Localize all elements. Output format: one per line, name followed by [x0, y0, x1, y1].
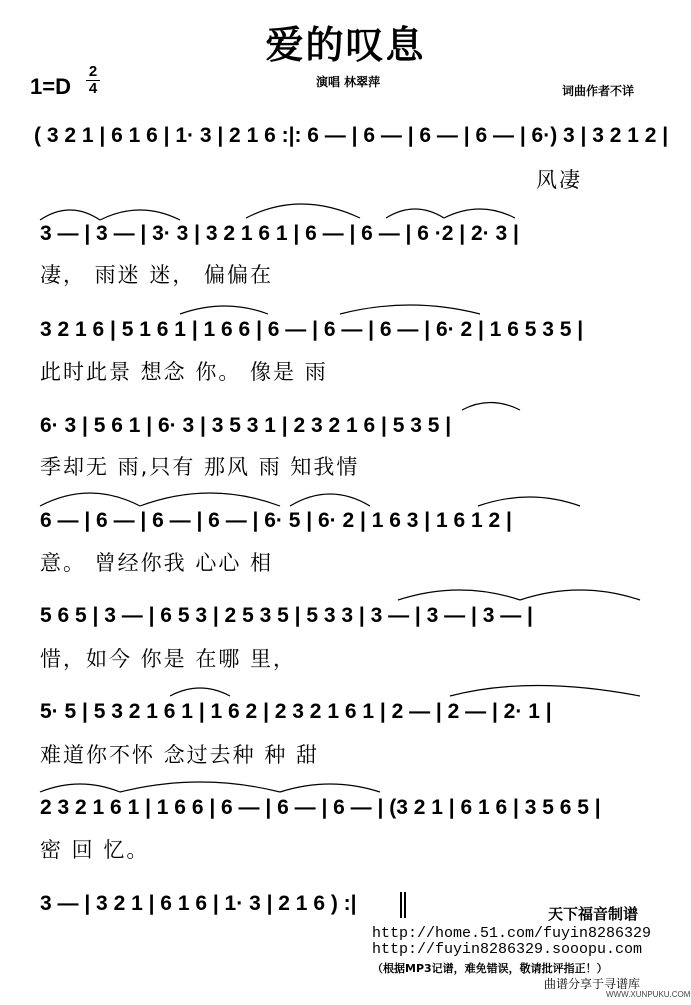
notation-row-8: 2 3 2 1 6 1 | 1 6 6 | 6 — | 6 — | 6 — | (3 2 1 | 6 1 6 | 3 5 6 5 |	[40, 796, 601, 819]
url-line-1[interactable]: http://home.51.com/fuyin8286329	[372, 925, 652, 942]
lyric-row-2: 凄， 雨迷 迷， 偏偏在	[40, 263, 274, 287]
lyric-row-4: 季却无 雨,只有 那风 雨 知我情	[40, 455, 360, 479]
notation-row-4: 6· 3 | 5 6 1 | 6· 3 | 3 5 3 1 | 2 3 2 1 6 | 5 3 5 |	[40, 414, 452, 437]
lyric-row-1: 风凄	[536, 168, 582, 192]
lyric-row-3: 此时此景 想念 你。 像是 雨	[40, 360, 328, 384]
transcription-note: （根据MP3记谱，难免错误，敬请批评指正！）	[372, 962, 608, 975]
notation-row-3: 3 2 1 6 | 5 1 6 1 | 1 6 6 | 6 — | 6 — | 6 — | 6· 2 | 1 6 5 3 5 |	[40, 318, 584, 341]
lyric-row-5: 意。 曾经你我 心心 相	[40, 551, 274, 575]
time-denominator: 4	[86, 80, 100, 97]
site-watermark: WWW.XUNPUKU.COM	[606, 990, 691, 999]
publisher-brand: 天下福音制谱	[548, 905, 639, 923]
notation-row-5: 6 — | 6 — | 6 — | 6 — | 6· 5 | 6· 2 | 1 6 3 | 1 6 1 2 |	[40, 509, 512, 532]
share-credit: 曲谱分享于寻谱库	[544, 977, 641, 991]
notation-row-1: ( 3 2 1 | 6 1 6 | 1· 3 | 2 1 6 :|: 6 — | 6 — | 6 — | 6 — | 6·) 3 | 3 2 1 2 |	[34, 124, 669, 147]
lyric-row-6: 惜，如今 你是 在哪 里，	[40, 647, 297, 671]
lyric-row-7: 难道你不怀 念过去种 种 甜	[40, 743, 320, 767]
notation-row-2: 3 — | 3 — | 3· 3 | 3 2 1 6 1 | 6 — | 6 — | 6 ·2 | 2· 3 |	[40, 222, 519, 245]
composer-credit: 词曲作者不详	[562, 84, 635, 98]
notation-row-7: 5· 5 | 5 3 2 1 6 1 | 1 6 2 | 2 3 2 1 6 1 | 2 — | 2 — | 2· 1 |	[40, 700, 552, 723]
lyric-row-8: 密 回 忆。	[40, 838, 150, 862]
notation-row-6: 5 6 5 | 3 — | 6 5 3 | 2 5 3 5 | 5 3 3 | 3 — | 3 — | 3 — |	[40, 604, 533, 627]
song-title: 爱的叹息	[265, 23, 426, 67]
url-line-2[interactable]: http://fuyin8286329.sooopu.com	[372, 941, 643, 958]
key-signature: 1=D	[30, 74, 71, 99]
notation-row-9: 3 — | 3 2 1 | 6 1 6 | 1· 3 | 2 1 6 ) :|	[40, 892, 357, 915]
singer-credit: 演唱 林翠萍	[316, 75, 381, 89]
time-numerator: 2	[88, 63, 98, 80]
